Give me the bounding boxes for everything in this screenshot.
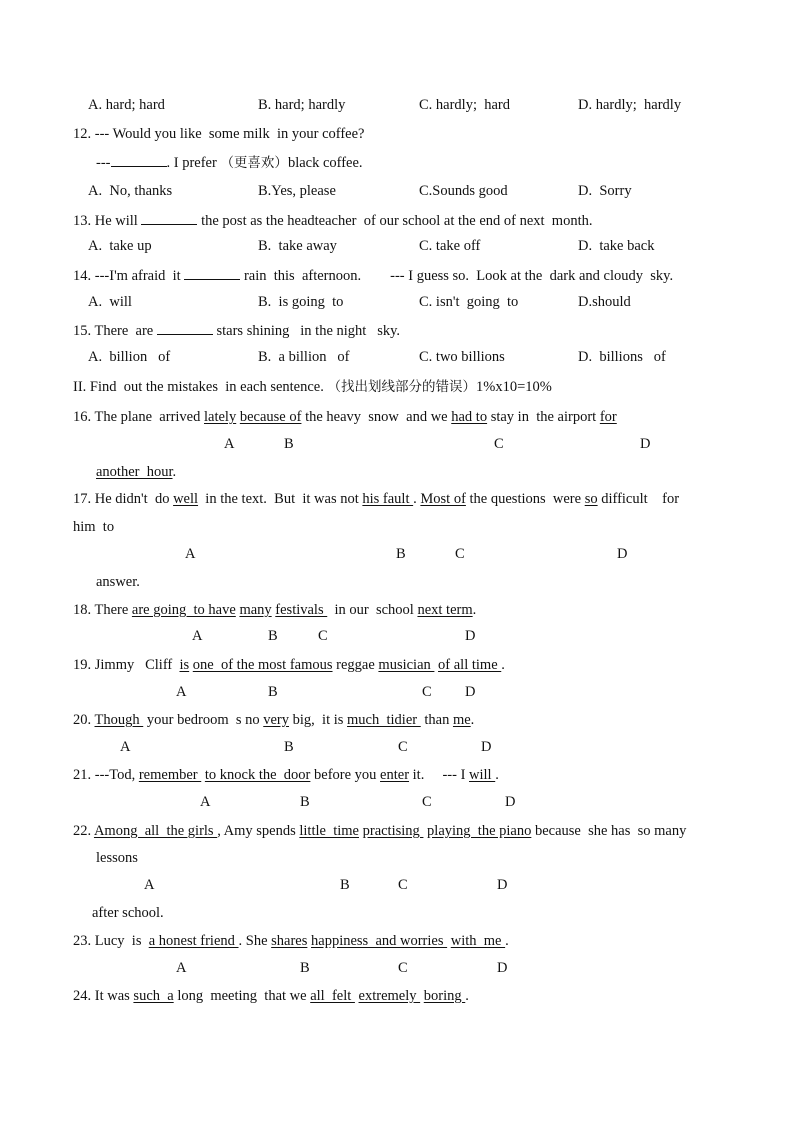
q14-option-a: A. will [88,294,132,310]
q23-part-b: shares [271,933,308,949]
answer-blank [157,321,213,335]
q21-sentence: 21. ---Tod, remember to knock the door before you enter it. --- I will . [73,767,499,783]
q23-part-a: a honest friend [148,933,239,949]
q11-option-d: D. hardly; hardly [578,97,682,113]
q17-letter-d: D [617,546,628,562]
q17-letter-b: B [396,546,406,562]
q22-letter-d: D [497,877,508,893]
q24-part-c: extremely [358,988,421,1004]
q21-letter-d: D [505,794,516,810]
q20-part-a: Though [94,712,144,728]
section-heading: II. Find out the mistakes in each sentence. （找出划线部分的错误）1%x10=10% [73,379,552,395]
q12-option-d: D. Sorry [578,183,632,199]
q21-part-c: enter [380,767,410,783]
q22-letter-c: C [398,877,408,893]
q19-letter-c: C [422,684,432,700]
q18-letter-a: A [192,628,203,644]
q22-part-d: playing the piano [427,823,532,839]
q19-part-b: one of the most famous [192,657,333,673]
q20-part-b: very [263,712,290,728]
q12-answer-line: --- . I prefer （更喜欢）black coffee. [96,155,363,171]
q20-letter-d: D [481,739,492,755]
q14-option-d: D.should [578,294,631,310]
q21-letter-a: A [200,794,211,810]
q18-letter-b: B [268,628,278,644]
q15-option-d: D. billions of [578,349,666,365]
q17-part-c: Most of [420,491,466,507]
q19-part-d: of all time [438,657,502,673]
q13-option-a: A. take up [88,238,152,254]
q24-sentence: 24. It was such a long meeting that we all felt extremely boring . [73,988,469,1004]
q22-continuation: after school. [92,905,164,921]
q24-part-a: such a [133,988,174,1004]
q19-part-c: musician [378,657,435,673]
q20-letter-a: A [120,739,131,755]
q12-option-c: C.Sounds good [419,183,508,199]
q21-letter-b: B [300,794,310,810]
q20-sentence: 20. Though your bedroom s no very big, it is much tidier than me. [73,712,475,728]
q18-letter-d: D [465,628,476,644]
q19-part-a: is [179,657,190,673]
q17-letter-a: A [185,546,196,562]
q18-part-b: many [239,602,272,618]
q12-option-b: B.Yes, please [258,183,336,199]
q22-letter-b: B [340,877,350,893]
answer-blank [111,153,167,167]
q22-part-c: practising [362,823,424,839]
q11-option-a: A. hard; hard [88,97,165,113]
q21-part-a: remember [138,767,202,783]
q18-part-d: next term [417,602,473,618]
q12-option-a: A. No, thanks [88,183,173,199]
q20-part-c: much tidier [347,712,421,728]
q21-letter-c: C [422,794,432,810]
q15-option-b: B. a billion of [258,349,350,365]
q16-part-c: had to [451,409,488,425]
q19-letter-b: B [268,684,278,700]
q15-option-c: C. two billions [419,349,505,365]
q23-sentence: 23. Lucy is a honest friend . She shares happiness and worries with me . [73,933,509,949]
q23-letter-b: B [300,960,310,976]
q20-part-d: me [452,712,471,728]
q24-part-d: boring [423,988,466,1004]
q19-letter-a: A [176,684,187,700]
q16-part-b: because of [239,409,302,425]
q16-continuation: another hour. [96,464,177,480]
q20-letter-b: B [284,739,294,755]
q16-letter-b: B [284,436,294,452]
q17-sentence: 17. He didn't do well in the text. But it was not his fault . Most of the questions were so difficult for [73,491,680,507]
q12-question: 12. --- Would you like some milk in your coffee? [73,126,365,142]
q16-letter-c: C [494,436,504,452]
q19-letter-d: D [465,684,476,700]
q14-option-c: C. isn't going to [419,294,519,310]
q17-part-d: so [584,491,598,507]
q13-option-b: B. take away [258,238,337,254]
q16-letter-d: D [640,436,651,452]
q22-wrap: lessons [96,850,138,866]
q18-part-c: festivals [275,602,328,618]
q13-question: 13. He will the post as the headteacher of our school at the end of next month. [73,213,593,229]
q22-part-a: Among all the girls [93,823,218,839]
q18-letter-c: C [318,628,328,644]
q17-continuation: answer. [96,574,140,590]
q23-letter-c: C [398,960,408,976]
q17-part-b: his fault [362,491,414,507]
q11-option-c: C. hardly; hard [419,97,511,113]
q22-letter-a: A [144,877,155,893]
q15-option-a: A. billion of [88,349,171,365]
q13-option-d: D. take back [578,238,655,254]
q21-part-d: will [469,767,496,783]
q16-part-d: for [599,409,617,425]
answer-blank [184,266,240,280]
q15-question: 15. There are stars shining in the night sky. [73,323,401,339]
q23-part-d: with me [450,933,506,949]
q18-part-a: are going to have [131,602,236,618]
q13-option-c: C. take off [419,238,481,254]
q14-option-b: B. is going to [258,294,344,310]
q11-option-b: B. hard; hardly [258,97,346,113]
q14-question: 14. ---I'm afraid it rain this afternoon. --- I guess so. Look at the dark and cloudy sky. [73,268,674,284]
q18-sentence: 18. There are going to have many festivals in our school next term. [73,602,477,618]
q23-part-c: happiness and worries [311,933,448,949]
q17-letter-c: C [455,546,465,562]
q16-letter-a: A [224,436,235,452]
q17-part-a: well [173,491,199,507]
q21-part-b: to knock the door [204,767,311,783]
q23-letter-a: A [176,960,187,976]
q22-sentence: 22. Among all the girls , Amy spends little time practising playing the piano because she has so many [73,823,687,839]
q17-wrap: him to [73,519,115,535]
q19-sentence: 19. Jimmy Cliff is one of the most famous reggae musician of all time . [73,657,505,673]
q16-part-a: lately [204,409,237,425]
q16-sentence: 16. The plane arrived lately because of the heavy snow and we had to stay in the airport for [73,409,617,425]
q22-part-b: little time [299,823,359,839]
q20-letter-c: C [398,739,408,755]
q24-part-b: all felt [310,988,355,1004]
q23-letter-d: D [497,960,508,976]
answer-blank [141,211,197,225]
